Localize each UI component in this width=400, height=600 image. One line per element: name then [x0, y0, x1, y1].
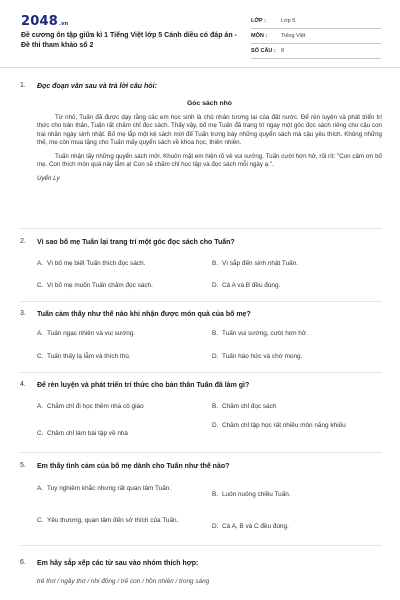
answer-option-d[interactable]	[212, 353, 382, 362]
meta-table	[251, 14, 381, 59]
option-letter: C.	[37, 430, 44, 437]
option-text: Tuấn háo hức và chờ mong.	[222, 353, 303, 360]
reading-passage	[37, 100, 382, 190]
question-4	[20, 381, 384, 393]
question-text: Vì sao bố mẹ Tuấn lại trang trí một góc đọc sách cho Tuấn?	[37, 239, 235, 246]
logo-suffix: .vn	[58, 21, 69, 27]
meta-key: SỐ CÂU :	[251, 48, 276, 54]
option-letter: D.	[212, 282, 219, 289]
question-text: Đọc đoạn văn sau và trả lời câu hỏi:	[37, 83, 157, 90]
passage-paragraph: Tuấn nhận lấy những quyển sách mới. Khuôn mặt em hiện rõ vẻ vui sướng. Tuấn cười hơn hở, rối rít: "Con cảm ơn bố mẹ. Con thích món quà này lắm ạ! Con sẽ chăm chỉ học tập và đọc sách mỗi ngày ạ.".	[37, 153, 382, 169]
answer-option-a[interactable]	[37, 485, 197, 494]
question-divider	[20, 301, 382, 302]
word-list: trẻ thơ / ngây thơ / nhi đồng / trẻ con / hồn nhiên / trong sáng	[37, 578, 210, 585]
question-divider	[20, 545, 382, 546]
page-header	[0, 0, 400, 66]
option-text: Cả A và B đều đúng.	[222, 282, 281, 289]
option-text: Tuy nghiêm khắc nhưng rất quan tâm Tuấn.	[47, 485, 172, 492]
meta-row-question-count	[251, 44, 381, 59]
question-6	[20, 559, 384, 571]
option-text: Tuấn vui sướng, cười hơn hở.	[222, 330, 308, 337]
option-letter: C.	[37, 353, 44, 360]
answer-option-b[interactable]	[212, 403, 382, 412]
question-number: 3.	[20, 310, 26, 317]
meta-key: MÔN :	[251, 33, 268, 39]
question-number: 2.	[20, 238, 26, 245]
option-letter: D.	[212, 422, 219, 429]
question-text: Tuấn cảm thấy như thế nào khi nhận được món quà của bố mẹ?	[37, 311, 251, 318]
question-divider	[20, 228, 382, 229]
answer-option-a[interactable]	[37, 330, 197, 339]
option-letter: D.	[212, 353, 219, 360]
option-text: Yêu thương, quan tâm đến sở thích của Tuấn.	[47, 517, 179, 524]
meta-value: 8	[281, 48, 285, 54]
option-text: Chăm chỉ làm bài tập về nhà	[47, 430, 128, 437]
answer-option-b[interactable]	[212, 330, 382, 339]
option-text: Vì bố mẹ biết Tuấn thích đọc sách.	[47, 260, 146, 267]
meta-value: Tiếng Việt	[281, 33, 306, 39]
meta-key: LỚP :	[251, 18, 266, 24]
passage-author: Uyển Ly	[37, 175, 60, 183]
meta-row-grade	[251, 14, 381, 29]
question-1	[20, 82, 384, 94]
question-2	[20, 238, 384, 250]
meta-value: Lớp 5	[281, 18, 296, 24]
option-text: Chăm chỉ đi học thêm nhà cô giáo	[47, 403, 144, 410]
question-divider	[20, 452, 382, 453]
answer-option-c[interactable]	[37, 430, 197, 439]
passage-paragraph: Từ nhỏ, Tuấn đã được dạy rằng các em học sinh là chủ nhân tương lai của đất nước. Để rèn luyện và phát triển trí thức cho bản thân, Tuấn rất chăm chỉ đọc sách. Thấy vậy, bố mẹ Tuấn đã trang trí ngay một góc đọc sách riêng cho cậu con trai nhân ngày sinh nhật. Bố mẹ lắp một kệ sách mới để Tuấn trưng bày những quyển sách mà cậu yêu thích. Không những thế, mẹ còn mua tặng cho Tuấn mấy quyển sách về khoa học, thiên nhiên.	[37, 114, 382, 146]
question-number: 4.	[20, 381, 26, 388]
answer-option-d[interactable]	[212, 282, 382, 291]
answer-option-c[interactable]	[37, 517, 197, 526]
answer-option-c[interactable]	[37, 282, 197, 291]
logo-text: 2048	[21, 14, 58, 29]
option-letter: B.	[212, 330, 219, 337]
passage-title: Góc sách nhỏ	[187, 100, 232, 107]
option-letter: A.	[37, 260, 44, 267]
question-divider	[20, 372, 382, 373]
answer-option-a[interactable]	[37, 403, 197, 412]
option-letter: C.	[37, 282, 44, 289]
option-text: Tuấn ngạc nhiên và vui sướng.	[47, 330, 136, 337]
question-3	[20, 310, 384, 322]
option-text: Chăm chỉ tập học rất nhiều môn năng khiếu	[222, 422, 346, 429]
option-letter: A.	[37, 330, 44, 337]
option-text: Cả A, B và C đều đúng.	[222, 523, 289, 530]
question-number: 6.	[20, 559, 26, 566]
option-letter: B.	[212, 491, 219, 498]
option-letter: B.	[212, 403, 219, 410]
answer-option-d[interactable]	[212, 422, 362, 431]
question-5	[20, 462, 384, 474]
answer-option-a[interactable]	[37, 260, 197, 269]
question-number: 5.	[20, 462, 26, 469]
option-text: Tuấn thấy lạ lẫm và thích thú.	[47, 353, 131, 360]
option-letter: A.	[37, 403, 44, 410]
question-text: Em thấy tình cảm của bố mẹ dành cho Tuấn như thế nào?	[37, 463, 230, 470]
option-text: Vì sắp đến sinh nhật Tuấn.	[222, 260, 299, 267]
answer-option-b[interactable]	[212, 260, 382, 269]
site-logo[interactable]	[21, 14, 68, 29]
option-letter: D.	[212, 523, 219, 530]
page-title: Đề cương ôn tập giữa kì 1 Tiếng Việt lớp 5 Cánh diều có đáp án - Đề thi tham khảo số 2	[21, 32, 237, 49]
question-text: Để rèn luyện và phát triển trí thức cho bản thân Tuấn đã làm gì?	[37, 382, 250, 389]
option-letter: A.	[37, 485, 44, 492]
meta-row-subject	[251, 29, 381, 44]
answer-option-d[interactable]	[212, 523, 382, 532]
answer-option-b[interactable]	[212, 491, 382, 500]
question-text: Em hãy sắp xếp các từ sau vào nhóm thích hợp:	[37, 560, 199, 567]
option-text: Vì bố mẹ muốn Tuấn chăm đọc sách.	[47, 282, 153, 289]
option-text: Luôn nuông chiều Tuấn.	[222, 491, 291, 498]
header-divider	[0, 67, 400, 68]
option-letter: C.	[37, 517, 44, 524]
option-text: Chăm chỉ đọc sách	[222, 403, 277, 410]
question-number: 1.	[20, 82, 26, 89]
option-letter: B.	[212, 260, 219, 267]
answer-option-c[interactable]	[37, 353, 197, 362]
